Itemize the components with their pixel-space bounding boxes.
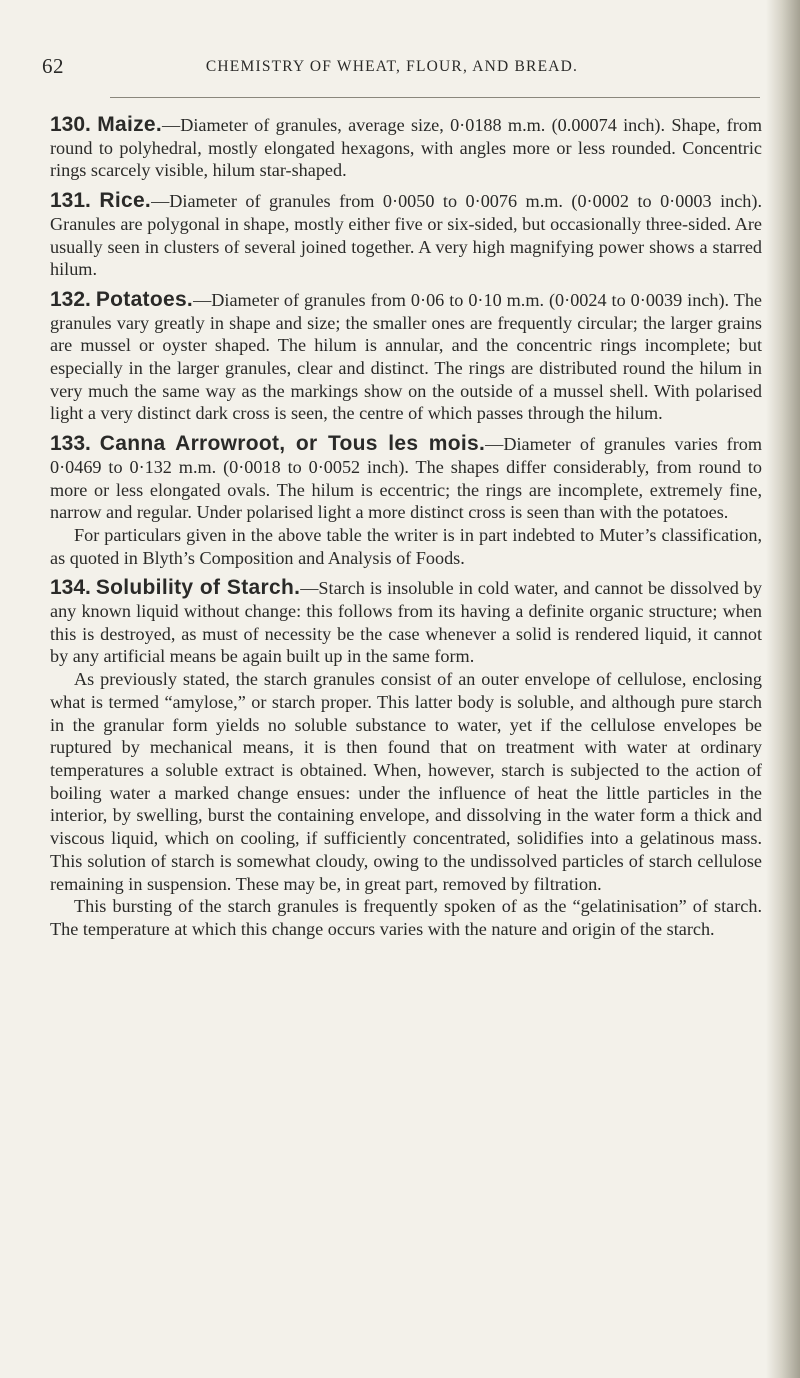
section-number: 134. [50,576,91,600]
section-text: —Diameter of granules from 0·0050 to 0·0076 m.m. (0·0002 to 0·0003 inch). Granules are polygonal in shape, mostly either five or six-sided, but occasionally three-sided. Are usually seen in clusters of several joined together. A very high magnifying power shows a starred hilum. [50,191,762,280]
paragraph-starch-envelope: As previously stated, the starch granules consist of an outer envelope of cellulose, enclosing what is termed “amylose,” or starch proper. This latter body is soluble, and although pure starch in the granular form yields no soluble substance to water, yet if the cellulose envelopes be ruptured by mechanical means, it is then found that on treatment with water at ordinary temperatures a soluble extract is obtained. When, however, starch is subjected to the action of boiling water a marked change ensues: under the influence of heat the little particles in the interior, by swelling, burst the containing envelope, and dissolving in the water form a thick and viscous liquid, which on cooling, if sufficiently concentrated, solidifies into a gelatinous mass. This solution of starch is somewhat cloudy, owing to the undissolved particles of starch cellulose remaining in suspension. These may be, in great part, removed by filtration. [50,669,762,894]
page-body [50,114,762,941]
section-heading: Canna Arrowroot, or Tous les mois. [99,432,486,456]
section-number: 131. [50,189,91,213]
section-number: 133. [50,432,91,456]
section-text: —Diameter of granules varies from 0·0469 to 0·132 m.m. (0·0018 to 0·0052 inch). The shapes differ considerably, from round to more or less elongated ovals. The hilum is eccentric; the rings are incomplete, extremely fine, narrow and regular. Under polarised light a more distinct cross is seen than with the potatoes. [50,434,762,523]
paragraph-gelatinisation: This bursting of the starch granules is frequently spoken of as the “gelatinisation” of starch. The temperature at which this change occurs varies with the nature and origin of the starch. [50,896,762,939]
page-header [0,54,800,84]
running-head: CHEMISTRY OF WHEAT, FLOUR, AND BREAD. [205,58,579,75]
section-131-rice [50,190,762,281]
section-heading: Solubility of Starch. [95,576,301,600]
page-edge-shadow [766,0,800,1378]
header-rule [110,97,760,98]
page-number: 62 [42,54,64,78]
section-132-potatoes [50,289,762,425]
section-134-solubility-of-starch [50,577,762,668]
paragraph-muter-note: For particulars given in the above table the writer is in part indebted to Muter’s classification, as quoted in Blyth’s Composition and Analysis of Foods. [50,524,762,568]
section-text: —Starch is insoluble in cold water, and cannot be dissolved by any known liquid without change: this follows from its having a definite organic structure; when this is destroyed, as must of necessity be the case whenever a solid is rendered liquid, it cannot by any artificial means be again built up in the same form. [50,578,762,667]
section-heading: Maize. [97,113,163,136]
section-number: 132. [50,287,91,311]
section-133-canna-arrowroot [50,433,762,524]
section-number: 130. [50,113,91,136]
section-130-maize [50,114,762,182]
section-text: —Diameter of granules from 0·06 to 0·10 m.m. (0·0024 to 0·0039 inch). The granules vary greatly in shape and size; the smaller ones are frequently circular; the larger grains are mussel or oyster shaped. The hilum is annular, and the concentric rings incomplete; but especially in the larger granules, clear and distinct. The rings are distributed round the hilum in very much the same way as the markings show on the outside of a mussel shell. With polarised light a very distinct dark cross is seen, the centre of which passes through the hilum. [50,289,762,424]
section-text: —Diameter of granules, average size, 0·0188 m.m. (0.00074 inch). Shape, from round to polyhedral, mostly elongated hexagons, with angles more or less rounded. Concentric rings scarcely visible, hilum star-shaped. [50,115,762,181]
section-heading: Potatoes. [95,287,194,311]
section-heading: Rice. [99,189,152,213]
